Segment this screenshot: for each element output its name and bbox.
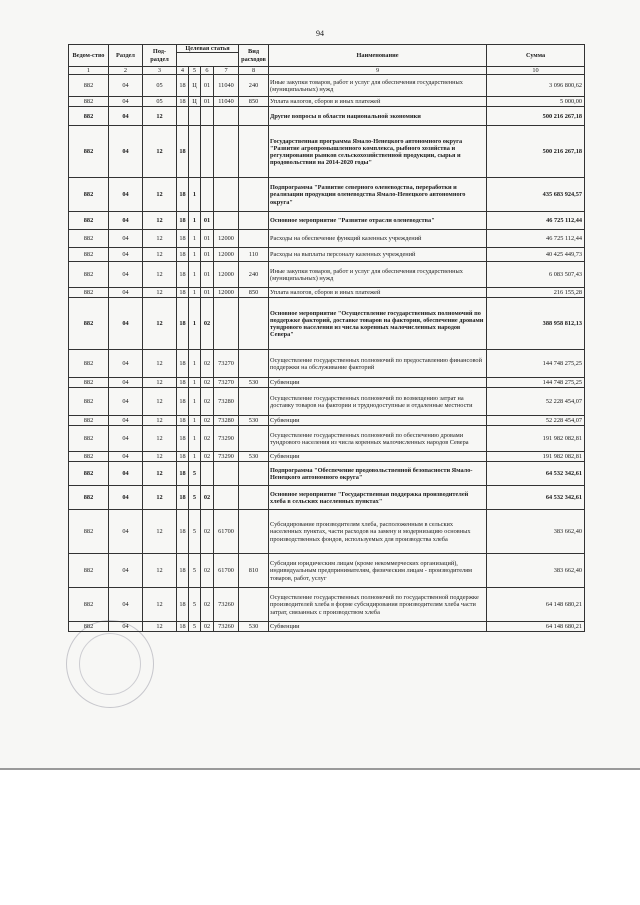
cell-razdel: 04 [109,588,143,622]
cell-sum: 52 228 454,07 [487,416,585,426]
cell-name: Уплата налогов, сборов и иных платежей [269,97,487,107]
cell-sum: 64 148 680,21 [487,622,585,632]
cell-program: 18 [177,97,189,107]
column-number: 5 [189,67,201,75]
cell-podrazdel: 12 [143,416,177,426]
table-row [69,230,585,248]
cell-event: 02 [201,350,214,378]
cell-direction: 61700 [214,510,239,554]
cell-podrazdel: 12 [143,554,177,588]
header-vid: Вид расходов [239,45,269,67]
cell-sum: 6 083 507,43 [487,262,585,288]
header-podrazdel: Под-раздел [143,45,177,67]
cell-vedomstvo: 882 [69,462,109,486]
cell-program: 18 [177,486,189,510]
cell-vedomstvo: 882 [69,350,109,378]
cell-event: 02 [201,486,214,510]
cell-subprogram: 5 [189,622,201,632]
table-row [69,462,585,486]
cell-direction [214,178,239,212]
cell-vedomstvo: 882 [69,622,109,632]
cell-podrazdel: 12 [143,230,177,248]
table-row [69,212,585,230]
cell-program: 18 [177,230,189,248]
cell-podrazdel: 12 [143,212,177,230]
cell-direction: 61700 [214,554,239,588]
cell-vedomstvo: 882 [69,388,109,416]
cell-vid: 810 [239,554,269,588]
cell-program: 18 [177,212,189,230]
cell-vedomstvo: 882 [69,588,109,622]
cell-razdel: 04 [109,126,143,178]
cell-razdel: 04 [109,97,143,107]
table-row [69,350,585,378]
cell-event: 02 [201,416,214,426]
cell-subprogram: 1 [189,212,201,230]
cell-subprogram: 1 [189,288,201,298]
cell-vedomstvo: 882 [69,230,109,248]
header-razdel: Раздел [109,45,143,67]
cell-sum: 64 148 680,21 [487,588,585,622]
table-row [69,126,585,178]
cell-subprogram: 1 [189,298,201,350]
cell-vedomstvo: 882 [69,126,109,178]
cell-podrazdel: 12 [143,622,177,632]
cell-sum: 64 532 342,61 [487,486,585,510]
cell-sum: 52 228 454,07 [487,388,585,416]
cell-razdel: 04 [109,107,143,126]
cell-podrazdel: 12 [143,588,177,622]
cell-direction: 12000 [214,230,239,248]
cell-direction: 73260 [214,588,239,622]
column-number: 6 [201,67,214,75]
cell-razdel: 04 [109,230,143,248]
cell-subprogram [189,126,201,178]
cell-subprogram: 1 [189,248,201,262]
cell-subprogram: 5 [189,510,201,554]
cell-name: Другие вопросы в области национальной экономики [269,107,487,126]
cell-razdel: 04 [109,178,143,212]
cell-subprogram: 1 [189,262,201,288]
cell-vid [239,178,269,212]
cell-vedomstvo: 882 [69,107,109,126]
cell-direction: 73270 [214,378,239,388]
cell-subprogram: 1 [189,416,201,426]
cell-name: Основное мероприятие "Осуществление государственных полномочий по поддержке факторий, доставке товаров на фактории, обеспечение дровами тундрового населения из числа коренных малочисленных народов Севера" [269,298,487,350]
cell-event: 01 [201,97,214,107]
cell-podrazdel: 12 [143,126,177,178]
cell-direction: 11040 [214,97,239,107]
column-number: 4 [177,67,189,75]
cell-sum: 191 982 082,81 [487,452,585,462]
cell-vid [239,107,269,126]
cell-vid [239,230,269,248]
cell-event: 01 [201,248,214,262]
header-name: Наименование [269,45,487,67]
table-row [69,97,585,107]
cell-vid: 530 [239,378,269,388]
cell-vid [239,588,269,622]
cell-podrazdel: 12 [143,107,177,126]
cell-podrazdel: 12 [143,350,177,378]
cell-program: 18 [177,248,189,262]
cell-subprogram: 5 [189,462,201,486]
column-number: 10 [487,67,585,75]
cell-subprogram: 1 [189,378,201,388]
table-row [69,622,585,632]
cell-event: 02 [201,426,214,452]
cell-sum: 46 725 112,44 [487,230,585,248]
cell-vedomstvo: 882 [69,97,109,107]
table-row [69,378,585,388]
table-row [69,248,585,262]
cell-vid: 850 [239,97,269,107]
header-vedomstvo: Ведом-ство [69,45,109,67]
table-row [69,426,585,452]
column-number: 1 [69,67,109,75]
cell-razdel: 04 [109,262,143,288]
cell-program: 18 [177,75,189,97]
table-row [69,588,585,622]
cell-vid [239,426,269,452]
cell-name: Субсидии юридическим лицам (кроме некоммерческих организаций), индивидуальным предпринимателям, физическим лицам - производителям товаров, работ, услуг [269,554,487,588]
table-row [69,486,585,510]
cell-event: 01 [201,230,214,248]
cell-podrazdel: 12 [143,248,177,262]
cell-sum: 435 683 924,57 [487,178,585,212]
cell-vid [239,510,269,554]
seal-stamp [66,620,154,708]
column-number: 2 [109,67,143,75]
cell-program: 18 [177,462,189,486]
cell-podrazdel: 12 [143,378,177,388]
cell-razdel: 04 [109,388,143,416]
cell-podrazdel: 12 [143,452,177,462]
cell-sum: 191 982 082,81 [487,426,585,452]
cell-vid [239,350,269,378]
cell-subprogram: Ц [189,75,201,97]
table-row [69,388,585,416]
cell-vedomstvo: 882 [69,416,109,426]
cell-direction: 73280 [214,388,239,416]
cell-subprogram: 1 [189,426,201,452]
cell-direction: 73270 [214,350,239,378]
cell-program: 18 [177,452,189,462]
table-row [69,416,585,426]
cell-program: 18 [177,378,189,388]
cell-name: Подпрограмма "Обеспечение продовольственной безопасности Ямало-Ненецкого автономного округа" [269,462,487,486]
cell-vedomstvo: 882 [69,486,109,510]
cell-direction [214,298,239,350]
cell-event: 02 [201,510,214,554]
budget-table [68,44,585,632]
cell-sum: 144 748 275,25 [487,350,585,378]
cell-direction: 12000 [214,262,239,288]
cell-name: Осуществление государственных полномочий по обеспечению дровами тундрового населения из числа коренных малочисленных народов Севера [269,426,487,452]
cell-event [201,178,214,212]
cell-event: 02 [201,298,214,350]
column-number: 8 [239,67,269,75]
cell-sum: 40 425 449,73 [487,248,585,262]
header-number-row [69,67,585,75]
cell-program: 18 [177,426,189,452]
cell-razdel: 04 [109,462,143,486]
cell-program: 18 [177,262,189,288]
scan-edge [0,768,640,770]
table-row [69,554,585,588]
cell-program: 18 [177,126,189,178]
header-sum: Сумма [487,45,585,67]
cell-name: Основное мероприятие "Развитие отрасли оленеводства" [269,212,487,230]
cell-event: 01 [201,75,214,97]
cell-direction: 73280 [214,416,239,426]
table-row [69,452,585,462]
cell-razdel: 04 [109,75,143,97]
cell-vedomstvo: 882 [69,378,109,388]
cell-subprogram [189,107,201,126]
cell-razdel: 04 [109,426,143,452]
column-number: 7 [214,67,239,75]
cell-vedomstvo: 882 [69,452,109,462]
cell-razdel: 04 [109,248,143,262]
cell-direction [214,212,239,230]
cell-vid: 530 [239,622,269,632]
cell-subprogram: 1 [189,178,201,212]
cell-razdel: 04 [109,350,143,378]
cell-vedomstvo: 882 [69,178,109,212]
cell-vid: 530 [239,452,269,462]
cell-subprogram: 1 [189,350,201,378]
cell-direction [214,126,239,178]
cell-program: 18 [177,588,189,622]
cell-subprogram: 5 [189,554,201,588]
cell-vedomstvo: 882 [69,298,109,350]
cell-subprogram: 5 [189,486,201,510]
cell-name: Подпрограмма "Развитие северного оленеводства, переработки и реализации продукции оленеводства Ямало-Ненецкого автономного округа" [269,178,487,212]
cell-razdel: 04 [109,510,143,554]
cell-vid [239,486,269,510]
cell-event: 01 [201,288,214,298]
cell-razdel: 04 [109,298,143,350]
cell-vid [239,298,269,350]
cell-program: 18 [177,510,189,554]
page-number: 94 [316,29,324,38]
cell-sum: 216 155,28 [487,288,585,298]
cell-subprogram: 5 [189,588,201,622]
cell-program: 18 [177,298,189,350]
cell-sum: 500 216 267,18 [487,126,585,178]
cell-event: 01 [201,262,214,288]
cell-podrazdel: 12 [143,462,177,486]
cell-vid: 530 [239,416,269,426]
cell-vid: 240 [239,262,269,288]
cell-program: 18 [177,416,189,426]
table-row [69,107,585,126]
cell-event: 02 [201,588,214,622]
cell-direction: 11040 [214,75,239,97]
cell-program: 18 [177,178,189,212]
cell-vedomstvo: 882 [69,75,109,97]
cell-name: Иные закупки товаров, работ и услуг для обеспечения государственных (муниципальных) нужд [269,262,487,288]
cell-program [177,107,189,126]
cell-vid [239,388,269,416]
cell-vid [239,126,269,178]
column-number: 3 [143,67,177,75]
cell-event: 01 [201,212,214,230]
cell-name: Субвенции [269,622,487,632]
cell-direction: 73290 [214,452,239,462]
cell-vedomstvo: 882 [69,248,109,262]
cell-event [201,107,214,126]
cell-name: Осуществление государственных полномочий по возмещению затрат на доставку товаров на фактории и труднодоступные и отдаленные местности [269,388,487,416]
cell-direction [214,486,239,510]
cell-name: Расходы на обеспечение функций казенных учреждений [269,230,487,248]
cell-razdel: 04 [109,288,143,298]
cell-podrazdel: 12 [143,178,177,212]
cell-event: 02 [201,622,214,632]
cell-podrazdel: 12 [143,388,177,416]
cell-name: Государственная программа Ямало-Ненецкого автономного округа "Развитие агропромышленного комплекса, рыбного хозяйства и регулирования рынков сельскохозяйственной продукции, сырья и продовольствия на 2014-2020 годы" [269,126,487,178]
cell-vid [239,462,269,486]
cell-subprogram: 1 [189,388,201,416]
cell-event [201,126,214,178]
table-row [69,288,585,298]
cell-vedomstvo: 882 [69,262,109,288]
cell-subprogram: Ц [189,97,201,107]
cell-program: 18 [177,350,189,378]
cell-sum: 46 725 112,44 [487,212,585,230]
cell-name: Субсидирование производителям хлеба, расположенным в сельских населенных пунктах, части расходов на замену и модернизацию основных производственных фондов, используемых для производства хлеба [269,510,487,554]
cell-direction [214,462,239,486]
cell-event: 02 [201,452,214,462]
cell-vid: 850 [239,288,269,298]
table-row [69,262,585,288]
cell-razdel: 04 [109,378,143,388]
cell-razdel: 04 [109,554,143,588]
cell-vedomstvo: 882 [69,212,109,230]
cell-vedomstvo: 882 [69,288,109,298]
cell-subprogram: 1 [189,230,201,248]
cell-vedomstvo: 882 [69,426,109,452]
cell-name: Основное мероприятие "Государственная поддержка производителей хлеба в сельских населенных пунктах" [269,486,487,510]
cell-name: Субвенции [269,416,487,426]
cell-sum: 3 096 800,62 [487,75,585,97]
cell-name: Иные закупки товаров, работ и услуг для обеспечения государственных (муниципальных) нужд [269,75,487,97]
cell-name: Осуществление государственных полномочий по государственной поддержке производителей хлеба в форме субсидирования производителям хлеба части затрат, связанных с производством хлеба [269,588,487,622]
cell-direction: 73260 [214,622,239,632]
cell-razdel: 04 [109,486,143,510]
cell-sum: 5 000,00 [487,97,585,107]
cell-event [201,462,214,486]
cell-podrazdel: 05 [143,75,177,97]
cell-sum: 500 216 267,18 [487,107,585,126]
cell-razdel: 04 [109,622,143,632]
cell-podrazdel: 12 [143,486,177,510]
cell-name: Расходы на выплаты персоналу казенных учреждений [269,248,487,262]
header-celevaya: Целевая статья [177,45,239,53]
cell-event: 02 [201,554,214,588]
cell-program: 18 [177,554,189,588]
cell-name: Субвенции [269,378,487,388]
cell-podrazdel: 12 [143,298,177,350]
cell-program: 18 [177,388,189,416]
cell-name: Уплата налогов, сборов и иных платежей [269,288,487,298]
cell-podrazdel: 12 [143,262,177,288]
cell-event: 02 [201,378,214,388]
cell-sum: 383 662,40 [487,510,585,554]
cell-vid: 110 [239,248,269,262]
cell-razdel: 04 [109,416,143,426]
cell-vedomstvo: 882 [69,554,109,588]
table-row [69,298,585,350]
cell-podrazdel: 05 [143,97,177,107]
cell-sum: 388 958 812,13 [487,298,585,350]
cell-razdel: 04 [109,452,143,462]
cell-vid [239,212,269,230]
cell-name: Осуществление государственных полномочий по предоставлению финансовой поддержки на обслуживание факторий [269,350,487,378]
cell-program: 18 [177,622,189,632]
cell-sum: 144 748 275,25 [487,378,585,388]
cell-sum: 383 662,40 [487,554,585,588]
cell-podrazdel: 12 [143,288,177,298]
cell-vedomstvo: 882 [69,510,109,554]
cell-podrazdel: 12 [143,426,177,452]
cell-direction: 12000 [214,248,239,262]
cell-direction [214,107,239,126]
cell-podrazdel: 12 [143,510,177,554]
column-number: 9 [269,67,487,75]
table-row [69,510,585,554]
cell-direction: 12000 [214,288,239,298]
cell-subprogram: 1 [189,452,201,462]
header-row [69,45,585,53]
cell-name: Субвенции [269,452,487,462]
cell-program: 18 [177,288,189,298]
table-row [69,75,585,97]
table-row [69,178,585,212]
cell-vid: 240 [239,75,269,97]
cell-direction: 73290 [214,426,239,452]
cell-sum: 64 532 342,61 [487,462,585,486]
cell-event: 02 [201,388,214,416]
cell-razdel: 04 [109,212,143,230]
